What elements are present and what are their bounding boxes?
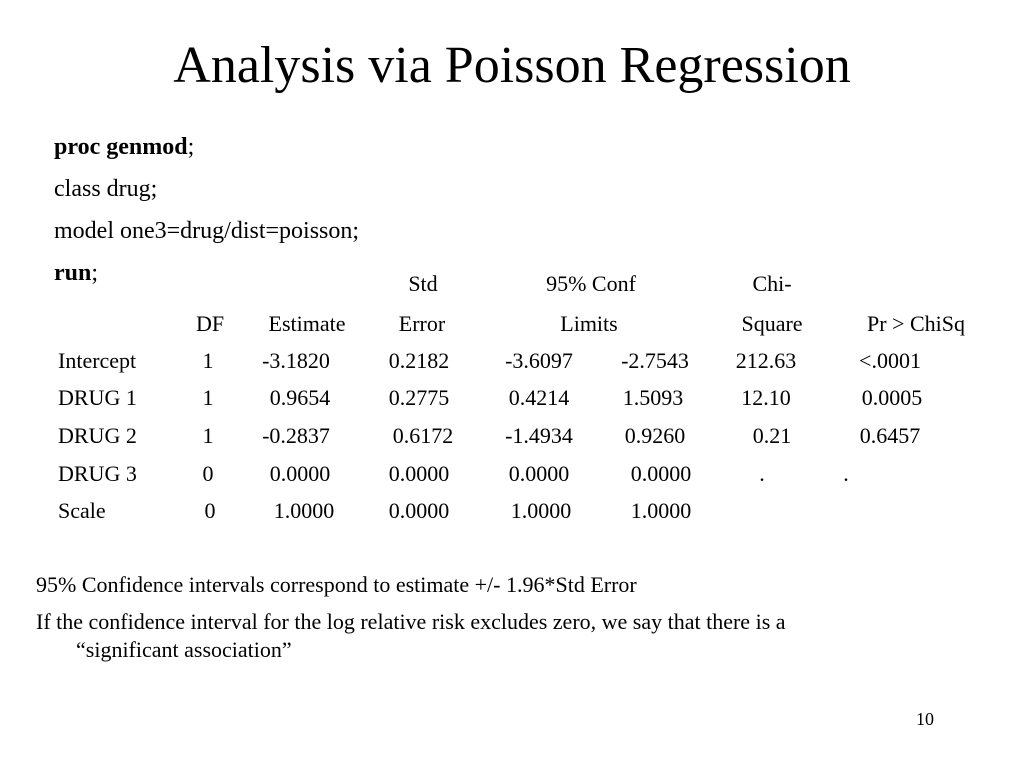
code-line-3: model one3=drug/dist=poisson;	[54, 218, 360, 244]
cell-estimate: -3.1820	[262, 348, 330, 373]
cell-chi-square: 12.10	[741, 385, 791, 410]
cell-parameter: Intercept	[58, 348, 137, 373]
cell-lower-limit: 0.4214	[508, 385, 570, 410]
cell-lower-limit: -3.6097	[505, 348, 573, 373]
cell-estimate: 0.9654	[269, 385, 331, 410]
cell-lower-limit: -1.4934	[505, 423, 573, 448]
cell-df: 1	[202, 385, 214, 410]
cell-chi-square: .	[759, 461, 765, 486]
cell-chi-square: 0.21	[752, 423, 792, 448]
cell-parameter: DRUG 2	[58, 423, 137, 448]
cell-std-error: 0.2775	[388, 385, 450, 410]
cell-df: 0	[202, 461, 214, 486]
cell-df: 1	[202, 348, 214, 373]
code-line-2: class drug;	[54, 176, 158, 202]
note-significance	[36, 608, 786, 664]
cell-upper-limit: 1.5093	[622, 385, 684, 410]
cell-p-value: 0.0005	[861, 385, 923, 410]
note-significance-line1: If the confidence interval for the log relative risk excludes zero, we say that there is a	[36, 609, 786, 634]
cell-upper-limit: 0.9260	[624, 423, 686, 448]
header-chi: Chi-	[752, 271, 792, 296]
cell-std-error: 0.2182	[388, 348, 450, 373]
cell-estimate: -0.2837	[262, 423, 330, 448]
header-std: Std	[408, 271, 438, 296]
cell-parameter: DRUG 1	[58, 385, 137, 410]
cell-lower-limit: 0.0000	[508, 461, 570, 486]
cell-estimate: 1.0000	[273, 498, 335, 523]
sas-code-block	[54, 128, 359, 296]
cell-upper-limit: 0.0000	[630, 461, 692, 486]
header-limits: Limits	[560, 311, 618, 336]
page-number: 10	[916, 709, 934, 729]
code-punct: ;	[187, 134, 195, 160]
header-df: DF	[195, 311, 225, 336]
code-keyword-run: run	[54, 260, 92, 286]
note-confidence-interval: 95% Confidence intervals correspond to estimate +/- 1.96*Std Error	[36, 572, 637, 597]
cell-df: 0	[204, 498, 216, 523]
header-square: Square	[741, 311, 803, 336]
note-significance-line2: “significant association”	[76, 637, 292, 662]
code-line-4	[54, 254, 359, 296]
cell-estimate: 0.0000	[269, 461, 331, 486]
cell-upper-limit: -2.7543	[621, 348, 689, 373]
cell-chi-square: 212.63	[735, 348, 797, 373]
header-pr-chisq: Pr > ChiSq	[867, 311, 965, 336]
cell-parameter: DRUG 3	[58, 461, 137, 486]
header-estimate: Estimate	[268, 311, 346, 336]
cell-p-value: <.0001	[859, 348, 921, 373]
cell-std-error: 0.6172	[392, 423, 454, 448]
header-error: Error	[398, 311, 446, 336]
code-line-1	[54, 128, 359, 170]
cell-df: 1	[202, 423, 214, 448]
cell-p-value: 0.6457	[859, 423, 921, 448]
cell-lower-limit: 1.0000	[510, 498, 572, 523]
code-keyword-proc-genmod: proc genmod	[54, 134, 188, 160]
cell-std-error: 0.0000	[388, 461, 450, 486]
header-95-conf: 95% Conf	[546, 271, 636, 296]
cell-parameter: Scale	[58, 498, 106, 523]
code-punct: ;	[91, 260, 99, 286]
cell-upper-limit: 1.0000	[630, 498, 692, 523]
slide-title: Analysis via Poisson Regression	[173, 37, 851, 94]
cell-p-value: .	[843, 461, 849, 486]
cell-std-error: 0.0000	[388, 498, 450, 523]
